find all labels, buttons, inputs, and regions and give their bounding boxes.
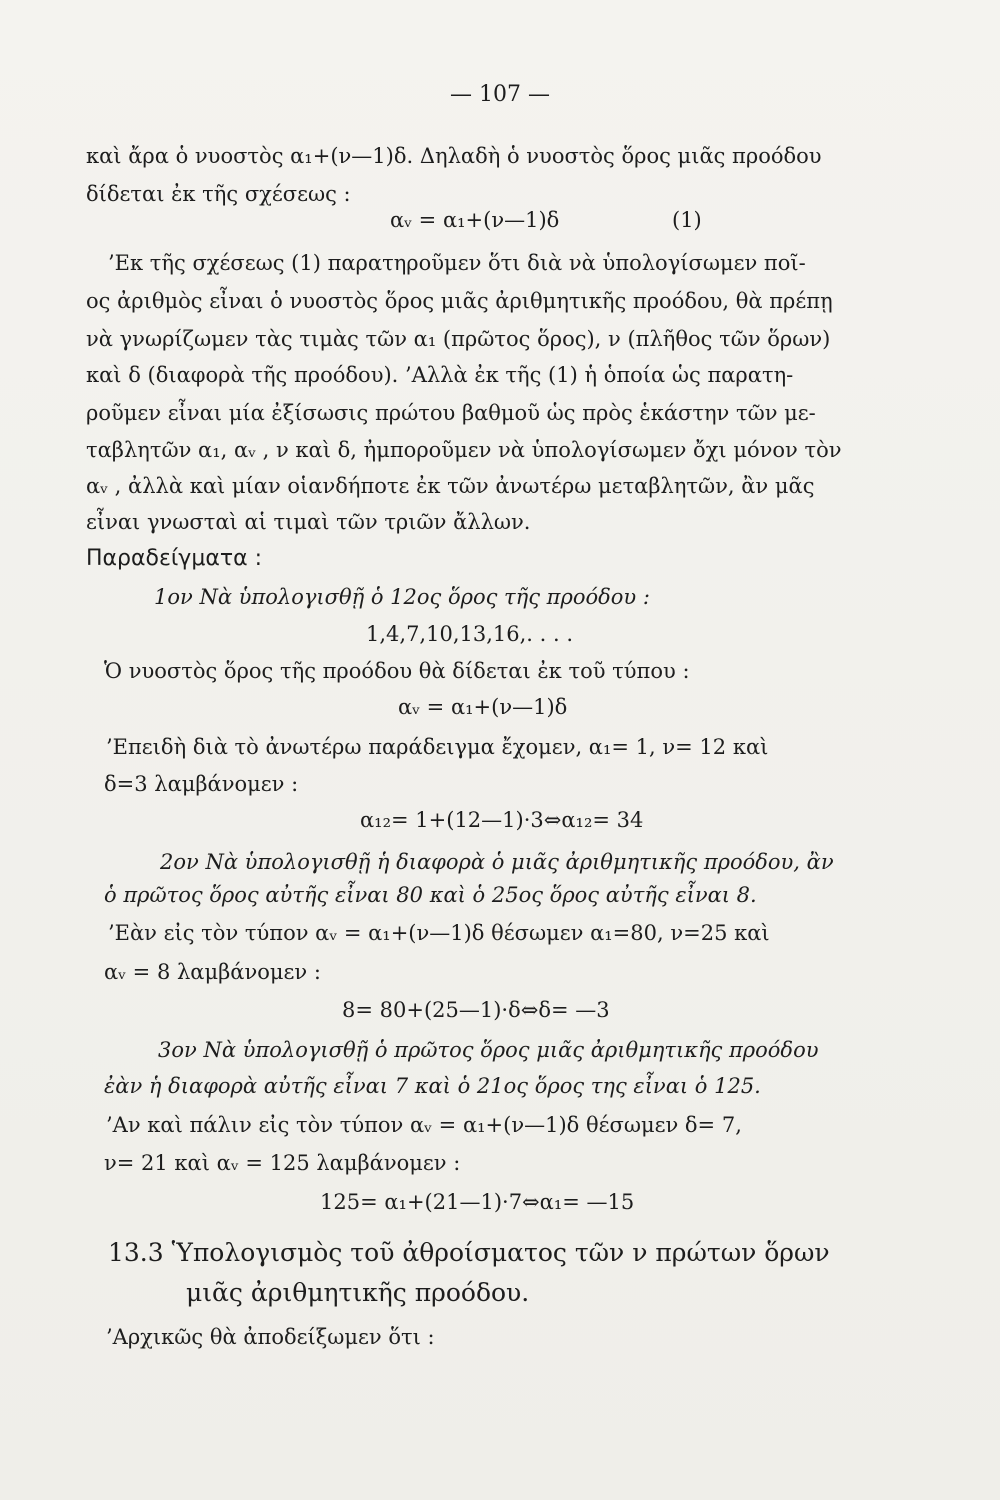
example-3-text-1: ’Αν καὶ πάλιν εἰς τὸν τύπον αᵥ = α₁+(ν—1)δ θέσωμεν δ= 7,: [106, 1113, 742, 1137]
paragraph-line-6: ταβλητῶν α₁, αᵥ , ν καὶ δ, ἠμποροῦμεν νὰ ὑπολογίσωμεν ὄχι μόνον τὸν: [86, 438, 842, 462]
text-line-1: καὶ ἄρα ὁ νυοστὸς α₁+(ν—1)δ. Δηλαδὴ ὁ νυοστὸς ὅρος μιᾶς προόδου: [86, 144, 822, 168]
formula-1: αᵥ = α₁+(ν—1)δ: [390, 208, 560, 232]
example-1-formula: αᵥ = α₁+(ν—1)δ: [398, 695, 568, 719]
section-title-line-1: 13.3 Ὑπολογισμὸς τοῦ ἀθροίσματος τῶν ν πρώτων ὅρων: [108, 1238, 830, 1267]
example-3-text-2: ν= 21 καὶ αᵥ = 125 λαμβάνομεν :: [104, 1151, 461, 1175]
section-title-line-2: μιᾶς ἀριθμητικῆς προόδου.: [186, 1278, 530, 1307]
text-line-2: δίδεται ἐκ τῆς σχέσεως :: [86, 182, 351, 206]
final-text-line: ’Αρχικῶς θὰ ἀποδείξωμεν ὅτι :: [106, 1325, 435, 1349]
example-1-text-1: Ὁ νυοστὸς ὅρος τῆς προόδου θὰ δίδεται ἐκ τοῦ τύπου :: [104, 659, 690, 683]
examples-label: Παραδείγματα :: [86, 546, 262, 571]
example-3-title-1: 3ον Νὰ ὑπολογισθῇ ὁ πρῶτος ὅρος μιᾶς ἀριθμητικῆς προόδου: [158, 1038, 819, 1062]
example-1-text-3: δ=3 λαμβάνομεν :: [104, 772, 299, 796]
example-1-sequence: 1,4,7,10,13,16,. . . .: [366, 622, 574, 646]
example-2-title-1: 2ον Νὰ ὑπολογισθῇ ἡ διαφορὰ ὁ μιᾶς ἀριθμητικῆς προόδου, ἂν: [160, 850, 834, 874]
example-2-result: 8= 80+(25—1)·δ⇔δ= —3: [342, 998, 610, 1022]
example-3-result: 125= α₁+(21—1)·7⇔α₁= —15: [320, 1190, 635, 1214]
example-2-title-2: ὁ πρῶτος ὅρος αὐτῆς εἶναι 80 καὶ ὁ 25ος ὅρος αὐτῆς εἶναι 8.: [104, 883, 757, 907]
paragraph-line-8: εἶναι γνωσταὶ αἱ τιμαὶ τῶν τριῶν ἄλλων.: [86, 510, 531, 534]
paragraph-line-5: ροῦμεν εἶναι μία ἐξίσωσις πρώτου βαθμοῦ ὡς πρὸς ἑκάστην τῶν με-: [86, 401, 816, 425]
example-2-text-2: αᵥ = 8 λαμβάνομεν :: [104, 960, 321, 984]
paragraph-line-4: καὶ δ (διαφορὰ τῆς προόδου). ’Αλλὰ ἐκ τῆς (1) ἡ ὁποία ὡς παρατη-: [86, 363, 794, 387]
paragraph-line-7: αᵥ , ἀλλὰ καὶ μίαν οἱανδήποτε ἐκ τῶν ἀνωτέρω μεταβλητῶν, ἂν μᾶς: [86, 474, 815, 498]
page-number: — 107 —: [450, 82, 550, 107]
example-3-title-2: ἐὰν ἡ διαφορὰ αὐτῆς εἶναι 7 καὶ ὁ 21ος ὅρος της εἶναι ὁ 125.: [104, 1074, 761, 1098]
paragraph-line-3: νὰ γνωρίζωμεν τὰς τιμὰς τῶν α₁ (πρῶτος ὅρος), ν (πλῆθος τῶν ὅρων): [86, 327, 831, 351]
paragraph-line-1: ’Εκ τῆς σχέσεως (1) παρατηροῦμεν ὅτι διὰ νὰ ὑπολογίσωμεν ποῖ-: [108, 251, 806, 275]
paragraph-line-2: ος ἀριθμὸς εἶναι ὁ νυοστὸς ὅρος μιᾶς ἀριθμητικῆς προόδου, θὰ πρέπῃ: [86, 289, 833, 313]
example-2-text-1: ’Εὰν εἰς τὸν τύπον αᵥ = α₁+(ν—1)δ θέσωμεν α₁=80, ν=25 καὶ: [108, 921, 770, 945]
example-1-title: 1ον Νὰ ὑπολογισθῇ ὁ 12ος ὅρος τῆς προόδου :: [154, 585, 650, 609]
example-1-text-2: ’Επειδὴ διὰ τὸ ἀνωτέρω παράδειγμα ἔχομεν, α₁= 1, ν= 12 καὶ: [106, 735, 769, 759]
example-1-result: α₁₂= 1+(12—1)·3⇔α₁₂= 34: [360, 808, 644, 832]
formula-1-tag: (1): [672, 208, 702, 232]
